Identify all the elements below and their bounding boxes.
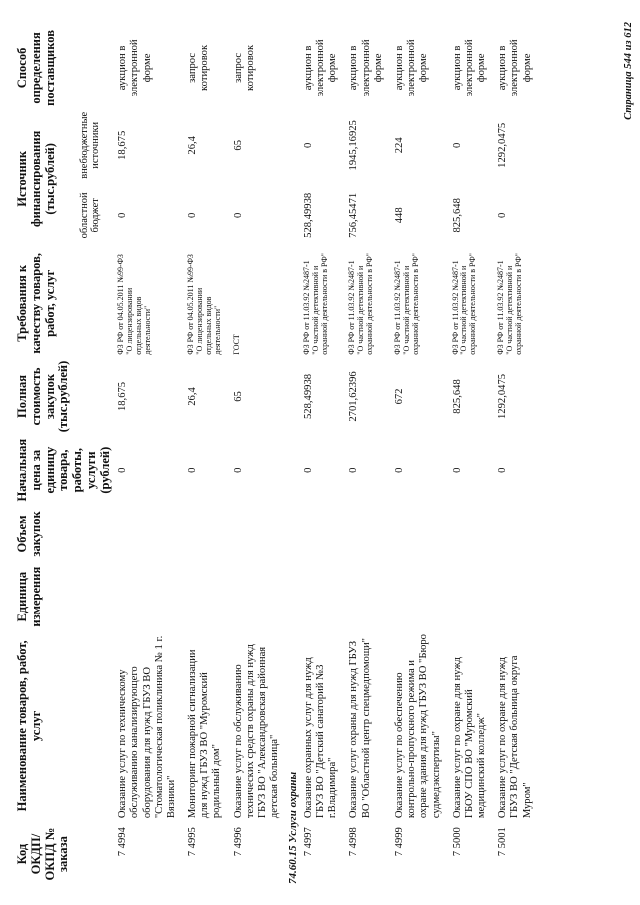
row-total: 528,49938 [302,373,314,419]
row-volume [449,505,495,563]
section-row [287,27,300,887]
row-volume [300,505,346,563]
row-unit [494,563,540,631]
row-method: аукцион в электронной форме [393,39,430,97]
row-total: 18,675 [117,381,129,412]
row-requirements: ФЗ РФ от 11.03.92 №2487-1 "О частной детективной и охранной деятельности в РФ" [347,253,375,355]
row-name: Оказание услуг по охране для нужд ГБУЗ ВО "Детская больница округа Муром" [497,655,533,819]
table-row [114,27,184,887]
row-volume [345,505,391,563]
row-price: 0 [451,467,463,473]
row-total: 672 [393,388,405,405]
row-price: 0 [117,467,129,473]
row-unit [114,563,184,631]
row-volume [114,505,184,563]
row-name: Оказание услуг по техническому обслуживанию канализирующего оборудования для нужд ГБУЗ ВО "Стоматологическая поликлиника № 1 г. Вязники" [117,635,177,819]
row-requirements: ФЗ РФ от 04.05.2011 №99-ФЗ "О лицензировании отдельных видов деятельности" [116,254,152,355]
row-regional: 0 [232,212,244,218]
row-requirements: ФЗ РФ от 11.03.92 №2487-1 "О частной детективной и охранной деятельности в РФ" [301,253,329,355]
row-price: 0 [497,467,509,473]
row-regional: 756,45471 [348,192,360,238]
row-method: аукцион в электронной форме [451,39,488,97]
row-total: 1292,0475 [497,373,509,419]
table-row [391,27,449,887]
row-name: Оказание охранных услуг для нужд ГБУЗ ВО "Детский санаторий №3 г.Владимира" [302,657,339,819]
row-regional: 0 [497,212,509,218]
row-method: аукцион в электронной форме [117,39,153,97]
row-price: 0 [348,467,360,473]
row-total: 65 [232,391,244,402]
header-funding-source: Источник финансирования (тыс.рублей) [15,130,57,228]
header-price: Начальная цена за единицу товара, работы, услуги (рублей) [15,438,112,502]
row-requirements: ФЗ РФ от 11.03.92 №2487-1 "О частной детективной и охранной деятельности в РФ" [496,253,523,355]
row-name: Оказание услуг по обеспечению контрольно-пропускного режима и охране здания для нужд ГБУЗ ВО "Бюро судмедэкспертизы" [393,634,442,819]
table-row [230,27,288,887]
row-regional: 448 [393,207,405,224]
table-row [345,27,391,887]
row-total: 2701,62396 [348,371,360,422]
header-code: Код ОКДП/ ОКПД № заказа [15,827,71,881]
procurement-table [14,27,540,887]
table-body [114,27,539,887]
section-label: 74.60.15 Услуги охраны [287,771,300,884]
row-unit [184,563,230,631]
row-requirements: ФЗ РФ от 11.03.92 №2487-1 "О частной детективной и охранной деятельности в РФ" [450,253,478,355]
header-total: Полная стоимость закупок (тыс.рублей) [15,360,71,433]
row-code: 7 4997 [302,827,314,857]
row-code: 7 4999 [393,827,405,857]
row-total: 825,648 [451,379,463,414]
row-method: запрос котировок [232,44,256,91]
row-price: 0 [232,467,244,473]
row-offbudget: 1945,16925 [348,120,360,171]
row-offbudget: 224 [393,137,405,154]
table-row [449,27,495,887]
row-method: запрос котировок [187,44,211,91]
table-row [300,27,346,887]
header-regional-budget: областной бюджет [78,192,102,239]
row-volume [230,505,288,563]
row-unit [345,563,391,631]
header-offbudget: внебюджетные источники [78,111,102,179]
row-volume [494,505,540,563]
row-name: Оказание услуг по охране для нужд ГБОУ СПО ВО "Муромский медицинский колледж" [451,656,488,819]
row-method: аукцион в электронной форме [348,39,384,97]
row-offbudget: 0 [451,142,463,148]
table-row [184,27,230,887]
row-name: Оказание услуг охраны для нужд ГБУЗ ВО "Областной центр спецмедпомощи" [348,638,372,819]
table-row [494,27,540,887]
row-price: 0 [187,467,199,473]
row-code: 7 5000 [451,827,463,857]
row-offbudget: 1292,0475 [497,122,509,168]
header-name: Наименование товаров, работ, услуг [15,640,43,812]
row-regional: 0 [117,212,129,218]
row-code: 7 4998 [348,827,360,857]
row-name: Мониторинг пожарной сигнализации для нужд ГБУЗ ВО "Муромский родильный дом" [187,649,223,819]
header-requirements: Требования к качеству товаров, работ, услуг [15,253,57,354]
row-volume [184,505,230,563]
row-method: аукцион в электронной форме [302,39,339,97]
row-regional: 825,648 [451,198,463,233]
row-total: 26,4 [187,387,199,406]
row-offbudget: 65 [232,140,244,151]
row-requirements: ФЗ РФ от 04.05.2011 №99-ФЗ "О лицензировании отдельных видов деятельности" [186,254,222,355]
row-code: 7 4996 [232,827,244,857]
header-unit: Единица измерения [15,566,43,627]
row-code: 7 4994 [117,827,129,857]
row-price: 0 [393,467,405,473]
row-code: 7 4995 [187,827,199,857]
row-offbudget: 18,675 [117,130,129,160]
row-unit [391,563,449,631]
row-volume [391,505,449,563]
row-requirements: ГОСТ [231,334,241,355]
header-volume: Объем закупок [15,511,43,557]
row-unit [449,563,495,631]
row-offbudget: 26,4 [187,136,199,155]
row-name: Оказание услуг по обслуживанию технических средств охраны для нужд ГБУЗ ВО "Александровская районная детская больница" [232,644,281,819]
row-method: аукцион в электронной форме [497,39,533,97]
row-price: 0 [302,467,314,473]
row-regional: 0 [187,212,199,218]
header-method: Способ определения поставщиков [15,30,57,106]
page-footer: Страница 544 из 612 [623,22,634,120]
row-offbudget: 0 [302,142,314,148]
row-requirements: ФЗ РФ от 11.03.92 №2487-1 "О частной детективной и охранной деятельности в РФ" [392,253,420,355]
row-unit [300,563,346,631]
row-unit [230,563,288,631]
row-code: 7 5001 [497,827,509,857]
row-regional: 528,49938 [302,192,314,238]
